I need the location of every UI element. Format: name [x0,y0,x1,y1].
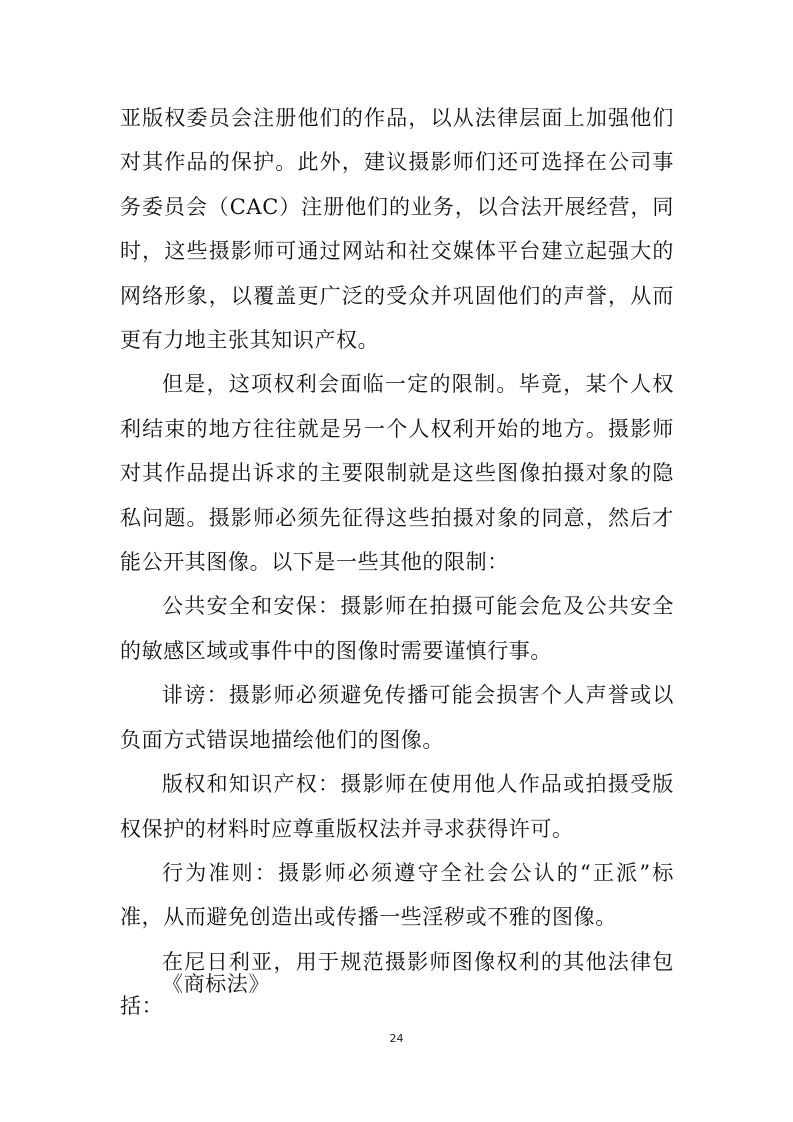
restriction-defamation: 诽谤：摄影师必须避免传播可能会损害个人声誉或以负面方式错误地描绘他们的图像。 [120,683,674,752]
law-item-trademark-act: 《商标法》 [162,972,270,996]
restriction-code-of-conduct: 行为准则：摄影师必须遵守全社会公认的“正派”标准，从而避免创造出或传播一些淫秽或不雅的图像。 [120,860,674,930]
restriction-public-safety: 公共安全和安保：摄影师在拍摄可能会危及公共安全的敏感区域或事件中的图像时需要谨慎行事。 [120,594,674,663]
paragraph-other-laws: 在尼日利亚，用于规范摄影师图像权利的其他法律包括： [120,949,674,1019]
restriction-copyright: 版权和知识产权：摄影师在使用他人作品或拍摄受版权保护的材料时应尊重版权法并寻求获得许可。 [120,772,674,841]
paragraph-restrictions-intro: 但是，这项权利会面临一定的限制。毕竟，某个人权利结束的地方往往就是另一个人权利开始的地方。摄影师对其作品提出诉求的主要限制就是这些图像拍摄对象的隐私问题。摄影师必须先征得这些拍摄对象的同意，然后才能公开其图像。以下是一些其他的限制： [120,372,674,575]
body-text [120,96,674,1029]
paragraph-copyright-registration: 亚版权委员会注册他们的作品，以从法律层面上加强他们对其作品的保护。此外，建议摄影师们还可选择在公司事务委员会（CAC）注册他们的业务，以合法开展经营，同时，这些摄影师可通过网站和社交媒体平台建立起强大的网络形象，以覆盖更广泛的受众并巩固他们的声誉，从而更有力地主张其知识产权。 [120,106,674,353]
page-number: 24 [389,1032,404,1045]
